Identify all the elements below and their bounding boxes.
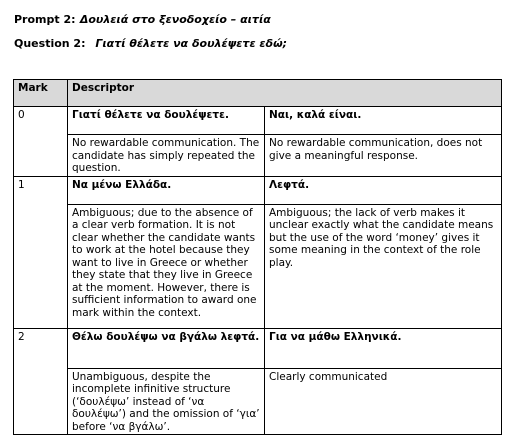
sample-response: Για να μάθω Ελληνικά.: [265, 328, 502, 368]
response-descriptor: Ambiguous; due to the absence of a clear verb formation. It is not clear whether the candidate wants to work at the hotel because they want to live in Greece or whether they state that they live in Greece at the moment. However, there is sufficient information to award one mark within the context.: [68, 204, 265, 328]
table-row: [14, 176, 502, 204]
sample-response: Λεφτά.: [265, 176, 502, 204]
sample-response: Ναι, καλά είναι.: [265, 107, 502, 135]
mark-value: 1: [14, 176, 68, 328]
sample-response: Να μένω Ελλάδα.: [68, 176, 265, 204]
response-descriptor: Unambiguous, despite the incomplete infinitive structure (‘δουλέψω’ instead of ‘να δουλέψω’) and the omission of ‘για’ before ‘να βγάλω’.: [68, 368, 265, 435]
table-header-row: [14, 80, 502, 107]
response-descriptor: No rewardable communication. The candidate has simply repeated the question.: [68, 135, 265, 177]
mark-value: 0: [14, 107, 68, 177]
mark-scheme-table: [13, 79, 502, 435]
descriptor-header: Descriptor: [68, 80, 502, 107]
question-text: Γιατί θέλετε να δουλέψετε εδώ;: [95, 37, 288, 50]
table-row: [14, 135, 502, 177]
response-descriptor: Ambiguous; the lack of verb makes it unclear exactly what the candidate means but the use of the word ‘money’ gives it some meaning in the context of the role play.: [265, 204, 502, 328]
prompt-line: [14, 13, 271, 26]
prompt-text: Δουλειά στο ξενοδοχείο – αιτία: [79, 13, 271, 26]
question-line: [14, 37, 287, 50]
question-label: Question 2:: [14, 37, 86, 50]
table-row: [14, 368, 502, 435]
table-row: [14, 107, 502, 135]
table-row: [14, 328, 502, 368]
prompt-label: Prompt 2:: [14, 13, 76, 26]
mark-header: Mark: [14, 80, 68, 107]
sample-response: Θέλω δουλέψω να βγάλω λεφτά.: [68, 328, 265, 368]
mark-value: 2: [14, 328, 68, 435]
response-descriptor: No rewardable communication, does not give a meaningful response.: [265, 135, 502, 177]
table-row: [14, 204, 502, 328]
response-descriptor: Clearly communicated: [265, 368, 502, 435]
sample-response: Γιατί θέλετε να δουλέψετε.: [68, 107, 265, 135]
